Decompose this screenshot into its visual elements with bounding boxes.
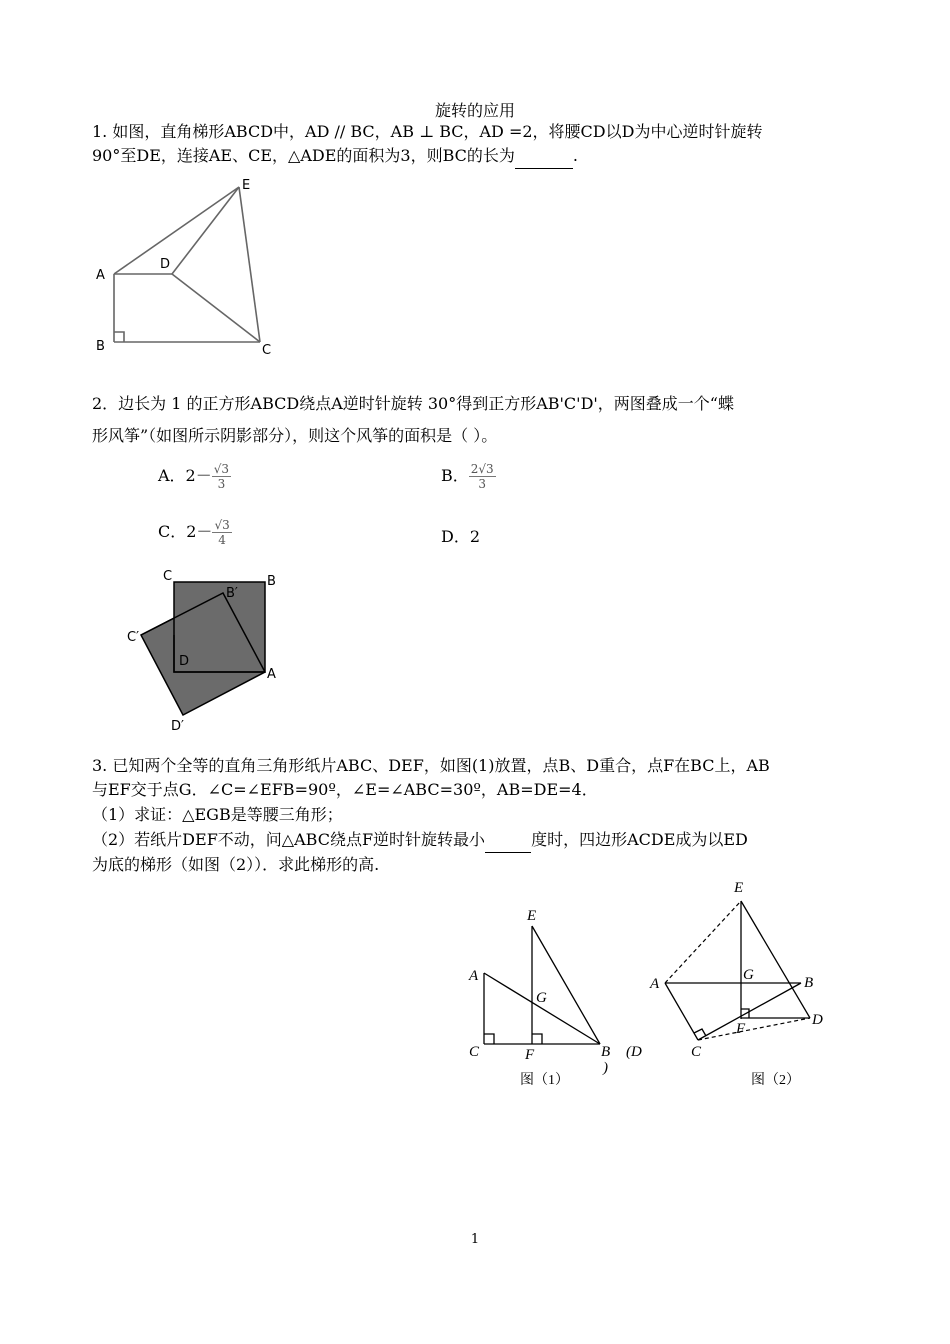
fig1-right-angle-c (484, 1034, 494, 1044)
fig1-edge-eb (532, 926, 600, 1044)
q2-label-d-prime: D′ (171, 719, 184, 734)
fig1-edge-ab (484, 973, 600, 1044)
q2-line2: 形风筝”（如图所示阴影部分），则这个风筝的面积是（ ）。 (92, 426, 498, 445)
q1-edge-dc (172, 274, 260, 342)
fig1-label-g: G (536, 990, 547, 1006)
fig2-edge-ac (665, 983, 698, 1040)
fig2-label-d: D (812, 1012, 823, 1028)
fig2-edge-ed (741, 901, 810, 1018)
fig1-label-a: A (469, 968, 479, 984)
q2-option-b-prefix: B． (441, 466, 469, 485)
fig2-label-e: E (734, 880, 744, 896)
page-number: 1 (470, 1232, 480, 1247)
q2-label-b: B (267, 574, 276, 589)
q3-line5: 为底的梯形（如图（2））．求此梯形的高. (92, 855, 380, 874)
q3-line1: 3. 已知两个全等的直角三角形纸片ABC、DEF，如图(1)放置，点B、D重合，点F在BC上，AB (92, 756, 770, 775)
q1-line1: 1. 如图，直角梯形ABCD中，AD // BC，AB ⊥ BC，AD =2，将腰CD以D为中心逆时针旋转 (92, 122, 763, 141)
q3-figure-2 (645, 875, 845, 1095)
fig2-label-a: A (650, 976, 660, 992)
q3-line4-part2: 度时，四边形ACDE成为以ED (531, 830, 748, 849)
q3-line2: 与EF交于点G．∠C=∠EFB=90º，∠E=∠ABC=30º，AB=DE=4． (92, 780, 598, 799)
q2-option-c[interactable] (158, 518, 232, 547)
q2-option-c-fraction: $\frac{√3}{4}$ (214, 518, 230, 547)
fig1-right-angle-f (532, 1034, 542, 1044)
fig1-caption: 图（1） (520, 1073, 569, 1088)
fig2-label-b: B (804, 975, 814, 991)
q2-option-d[interactable]: D．2 (441, 527, 481, 546)
fig1-label-b: B (601, 1044, 611, 1060)
fig1-label-close-paren: ) (603, 1060, 608, 1076)
q1-edge-de (172, 187, 239, 274)
q2-figure (125, 565, 295, 740)
q1-right-angle-mark (114, 332, 124, 342)
q1-edge-ae (114, 187, 239, 274)
q1-label-a: A (96, 268, 105, 283)
q3-figure-1 (460, 900, 660, 1100)
q2-line1: 2．边长为 1 的正方形ABCD绕点A逆时针旋转 30°得到正方形AB'C'D'，两图叠成一个“蝶 (92, 394, 734, 413)
q1-line2-text: 90°至DE，连接AE、CE，△ADE的面积为3，则BC的长为 (92, 146, 515, 165)
q1-edge-ce (239, 187, 260, 342)
fig2-dashed-cd (698, 1018, 810, 1040)
q1-line2-end: . (572, 146, 578, 165)
q1-label-b: B (96, 339, 105, 354)
q2-label-d: D (179, 654, 190, 669)
q1-label-e: E (242, 178, 251, 193)
q2-option-b[interactable] (441, 462, 496, 491)
q2-option-b-fraction: $\frac{2√3}{3}$ (470, 462, 494, 491)
q2-label-a: A (267, 667, 276, 682)
q2-label-b-prime: B′ (226, 586, 238, 601)
q1-line2 (92, 144, 578, 169)
q2-option-a[interactable] (158, 462, 231, 491)
fig1-label-c: C (469, 1044, 480, 1060)
q1-label-d: D (160, 257, 171, 272)
q2-option-a-prefix: A．2－ (158, 466, 212, 485)
fig2-label-f: F (736, 1021, 746, 1037)
q3-line4 (92, 828, 748, 853)
q2-label-c-prime: C′ (127, 630, 140, 645)
q1-figure (90, 170, 290, 365)
q3-line3: （1）求证：△EGB是等腰三角形； (92, 805, 343, 824)
q2-option-c-prefix: C．2－ (158, 522, 213, 541)
fig2-caption: 图（2） (751, 1073, 800, 1088)
fig2-label-c: C (691, 1044, 702, 1060)
fig1-label-e: E (527, 908, 537, 924)
fig1-label-f: F (525, 1047, 535, 1063)
q3-line4-part1: （2）若纸片DEF不动，问△ABC绕点F逆时针旋转最小 (92, 830, 486, 849)
fig1-label-d-paren: (D (626, 1044, 642, 1060)
q3-answer-blank (485, 828, 531, 853)
q2-option-a-fraction: $\frac{√3}{3}$ (213, 462, 230, 491)
fig2-dashed-ae (665, 901, 741, 983)
q2-label-c: C (163, 569, 173, 584)
fig2-label-g: G (743, 967, 754, 983)
q1-label-c: C (262, 343, 272, 358)
page-title: 旋转的应用 (434, 101, 515, 120)
q1-answer-blank (515, 144, 573, 169)
